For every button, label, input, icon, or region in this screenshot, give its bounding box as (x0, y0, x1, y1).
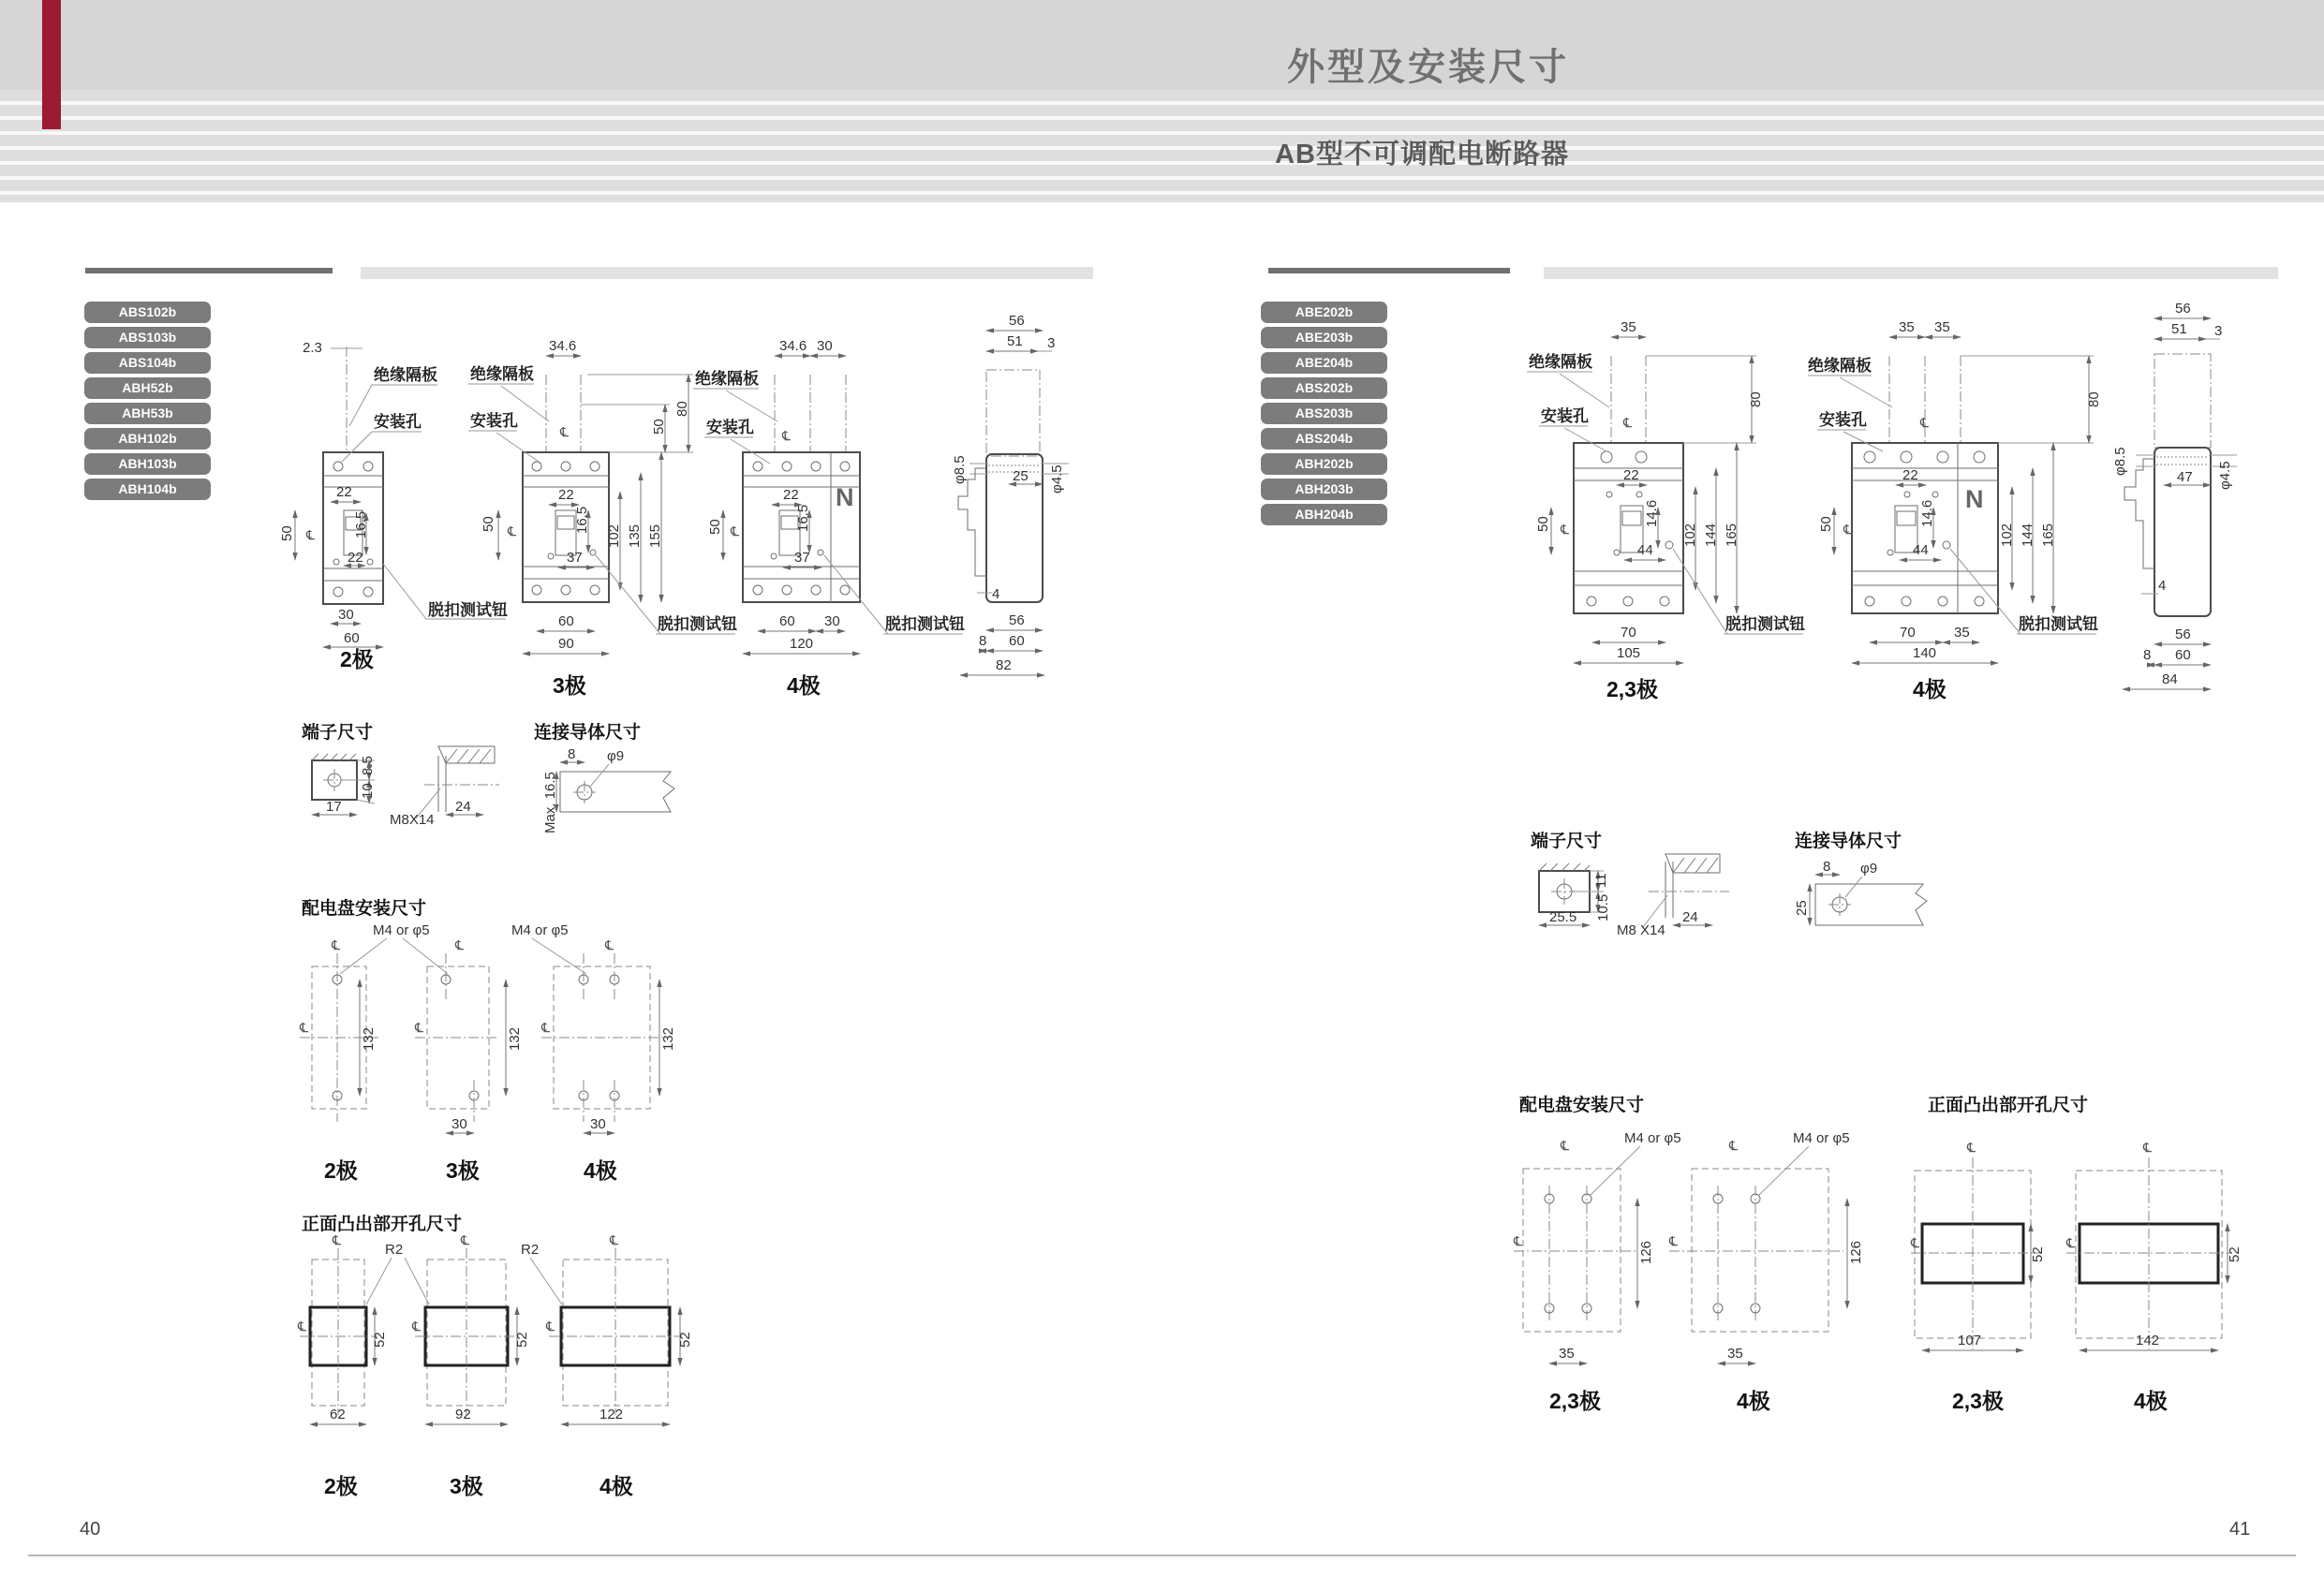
dim-label: 22 (336, 484, 352, 500)
dim-label: 35 (1727, 1346, 1743, 1362)
left-section-rule-dark (85, 268, 333, 273)
dim-label: 50 (481, 516, 496, 532)
model-chip: ABH104b (84, 479, 211, 500)
drawing-cutout-right (1909, 1092, 2321, 1452)
neutral-pole-mark: N (836, 483, 854, 511)
dim-label: 4 (2158, 578, 2167, 594)
trip-test-label: 脱扣测试钮 (658, 615, 737, 633)
mounting-hole-label: 安装孔 (1541, 407, 1589, 425)
dim-label: 30 (817, 338, 833, 354)
model-chip: ABH53b (84, 403, 211, 424)
dim-label: 3 (2214, 323, 2223, 339)
thread-label: M8X14 (390, 812, 435, 828)
dim-label: 102 (1682, 523, 1698, 547)
dim-label: 60 (779, 613, 795, 629)
pole-caption: 2极 (340, 647, 374, 671)
pole-caption: 4极 (600, 1474, 633, 1498)
dim-label: 14.6 (1644, 499, 1660, 527)
dim-label: 52 (514, 1332, 530, 1348)
radius-label: R2 (521, 1242, 540, 1258)
dim-label: 80 (1748, 391, 1764, 407)
centerline-symbol: ℄ (332, 937, 340, 952)
centerline-symbol: ℄ (610, 1232, 618, 1247)
model-chip: ABE203b (1261, 327, 1387, 348)
dim-label: 56 (2175, 301, 2191, 317)
dim-label: 165 (1724, 523, 1739, 547)
dim-label: 50 (651, 419, 667, 435)
dim-label: 4 (992, 586, 1000, 602)
front-23pole-geometry (1527, 337, 1803, 663)
dim-label: 44 (1913, 542, 1929, 558)
centerline-symbol: ℄ (1561, 522, 1569, 537)
model-chip: ABS204b (1261, 428, 1387, 450)
centerline-symbol: ℄ (306, 527, 315, 542)
red-edge-tab (42, 0, 61, 129)
dim-label: 132 (507, 1026, 523, 1051)
dim-label: 126 (1638, 1240, 1654, 1264)
drawing-panel-left (298, 897, 729, 1220)
trip-test-label: 脱扣测试钮 (428, 601, 508, 619)
dim-label: 90 (558, 636, 574, 652)
drawing-front-23pole (1527, 309, 1817, 735)
drawing-side-left (951, 304, 1115, 712)
dim-label: 8 (1823, 859, 1831, 875)
dim-label: 30 (590, 1116, 606, 1132)
centerline-symbol: ℄ (415, 1020, 423, 1035)
dim-label: 126 (1848, 1240, 1864, 1264)
pole-caption: 3极 (446, 1158, 480, 1183)
centerline-symbol: ℄ (300, 1020, 308, 1035)
model-chip: ABS203b (1261, 403, 1387, 424)
screw-label: M4 or φ5 (1624, 1130, 1681, 1146)
model-chip: ABE202b (1261, 302, 1387, 323)
model-chip: ABS202b (1261, 377, 1387, 399)
centerline-symbol: ℄ (298, 1319, 306, 1334)
dim-label: 34.6 (549, 338, 577, 354)
dim-label: 102 (606, 523, 622, 548)
drawing-cutout-left (298, 1211, 738, 1515)
centerline-symbol: ℄ (782, 428, 791, 443)
dim-label: 70 (1621, 625, 1636, 641)
dim-label: 25.5 (1549, 909, 1577, 925)
dim-label: 16.5 (574, 506, 590, 534)
dim-label: 165 (2040, 523, 2056, 547)
thread-label: M8 X14 (1617, 922, 1665, 938)
centerline-symbol: ℄ (2066, 1235, 2075, 1250)
pole-caption: 4极 (787, 673, 821, 698)
dim-label: 2.3 (303, 340, 322, 356)
mounting-hole-label: 安装孔 (1819, 411, 1867, 429)
dim-label: 142 (2136, 1333, 2160, 1349)
centerline-symbol: ℄ (1514, 1233, 1522, 1248)
right-section-rule-dark (1268, 268, 1510, 273)
centerline-symbol: ℄ (560, 424, 569, 439)
dim-label: 60 (344, 630, 360, 646)
dim-label: 8 (568, 746, 576, 762)
dim-label: 16.5 (353, 510, 369, 538)
dim-label: 120 (790, 636, 814, 652)
dim-label: 37 (567, 550, 583, 566)
dim-label: 34.6 (779, 338, 807, 354)
dim-label: 70 (1900, 625, 1916, 641)
dim-label: 92 (455, 1407, 471, 1422)
model-chip: ABH102b (84, 428, 211, 450)
dim-label: 35 (1621, 319, 1636, 335)
page-number-right: 41 (2229, 1519, 2251, 1540)
model-chip: ABS102b (84, 302, 211, 323)
insulation-barrier-label: 绝缘隔板 (470, 365, 534, 383)
dim-label: φ4.5 (1049, 464, 1065, 494)
terminal-section-title: 端子尺寸 (1531, 832, 1603, 851)
panel-right-geometry (1514, 1146, 1847, 1363)
centerline-symbol: ℄ (1561, 1138, 1569, 1153)
dim-label: 22 (1623, 467, 1639, 483)
centerline-symbol: ℄ (508, 523, 516, 538)
dim-label: φ9 (607, 748, 625, 764)
centerline-symbol: ℄ (605, 937, 614, 952)
dim-label: 82 (996, 657, 1012, 673)
conductor-right-geometry (1810, 875, 1927, 925)
dim-label: 8 (979, 633, 987, 649)
screw-label: M4 or φ5 (1793, 1130, 1850, 1146)
radius-label: R2 (385, 1242, 404, 1258)
dim-label: 22 (558, 487, 574, 503)
insulation-barrier-label: 绝缘隔板 (1529, 353, 1592, 371)
model-chip: ABS104b (84, 352, 211, 374)
dim-label: 80 (674, 401, 690, 417)
dim-label: 22 (348, 550, 363, 566)
pole-caption: 4极 (1913, 677, 1947, 701)
dim-label: 11 (1593, 873, 1609, 888)
header-stripes (0, 90, 2324, 202)
dim-label: 60 (2175, 647, 2191, 663)
page-subtitle: AB型不可调配电断路器 (1275, 140, 1569, 169)
dim-label: 50 (1535, 516, 1551, 532)
pole-caption: 4极 (2134, 1389, 2168, 1413)
terminal-section-title: 端子尺寸 (302, 723, 374, 743)
trip-test-label: 脱扣测试钮 (885, 615, 965, 633)
screw-label: M4 or φ5 (511, 922, 569, 938)
page-number-left: 40 (80, 1519, 101, 1540)
dim-label: 144 (1703, 523, 1719, 547)
dim-label: 14.6 (1919, 499, 1935, 527)
dim-label: 35 (1899, 319, 1915, 335)
dim-label: 22 (783, 487, 799, 503)
dim-label: 50 (1818, 516, 1834, 532)
dim-label: 37 (794, 550, 810, 566)
pole-caption: 2,3极 (1606, 677, 1658, 701)
dim-label: φ4.5 (2217, 461, 2233, 490)
screw-label: M4 or φ5 (373, 922, 430, 938)
model-chip: ABH204b (1261, 504, 1387, 525)
drawing-terminal-right (1525, 832, 1947, 977)
dim-label: 24 (455, 799, 471, 815)
centerline-symbol: ℄ (455, 937, 464, 952)
drawing-terminal-left (298, 723, 701, 859)
dim-label: 25 (1013, 468, 1029, 484)
pole-caption: 2极 (324, 1474, 358, 1498)
dim-label: 155 (647, 523, 663, 548)
dim-label: 144 (2020, 523, 2035, 547)
drawing-front-4pole (693, 328, 987, 716)
pole-caption: 2,3极 (1549, 1389, 1601, 1413)
dim-label: 24 (1682, 909, 1698, 925)
pole-caption: 4极 (1737, 1389, 1770, 1413)
dim-label: 8 (2143, 647, 2152, 663)
pole-caption: 2极 (324, 1158, 358, 1183)
dim-label: 52 (677, 1332, 693, 1348)
drawing-front-4pole-right (1808, 309, 2117, 735)
dim-label: 56 (2175, 626, 2191, 642)
panel-section-title: 配电盘安装尺寸 (302, 899, 427, 919)
centerline-symbol: ℄ (1920, 415, 1929, 430)
dim-label: 107 (1958, 1333, 1982, 1349)
model-chip: ABH203b (1261, 479, 1387, 500)
insulation-barrier-label: 绝缘隔板 (374, 366, 437, 384)
mounting-hole-label: 安装孔 (470, 412, 518, 430)
dim-label: φ8.5 (952, 455, 968, 484)
dim-label: Max. 16.5 (542, 772, 558, 833)
dim-label: 47 (2177, 469, 2193, 485)
pole-caption: 2,3极 (1952, 1389, 2004, 1413)
dim-label: 80 (2086, 391, 2102, 407)
dim-label: 56 (1009, 313, 1025, 329)
header-band (0, 0, 2324, 90)
centerline-symbol: ℄ (1669, 1233, 1678, 1248)
centerline-symbol: ℄ (461, 1232, 469, 1247)
right-section-rule-light (1544, 267, 2278, 279)
centerline-symbol: ℄ (1967, 1140, 1976, 1155)
footer-rule (28, 1555, 2296, 1556)
dim-label: 30 (451, 1116, 467, 1132)
cutout-right-geometry (1911, 1157, 2232, 1350)
dim-label: 52 (372, 1332, 388, 1348)
dim-label: 30 (338, 607, 354, 623)
dim-label: 105 (1617, 645, 1641, 661)
dim-label: 17 (326, 799, 342, 815)
dim-label: 25 (1794, 900, 1810, 916)
front-4pole-right-geometry (1808, 337, 2096, 663)
insulation-barrier-label: 绝缘隔板 (1808, 357, 1872, 375)
cutout-left-geometry (300, 1248, 682, 1424)
dim-label: 132 (660, 1026, 676, 1051)
centerline-symbol: ℄ (1911, 1235, 1919, 1250)
page-title: 外型及安装尺寸 (1287, 47, 1569, 88)
dim-label: 8.5 (360, 756, 376, 775)
dim-label: 35 (1954, 625, 1970, 641)
dim-label: 51 (1007, 333, 1023, 349)
dim-label: 44 (1637, 542, 1653, 558)
panel-left-geometry (300, 938, 663, 1133)
model-chip: ABH52b (84, 377, 211, 399)
dim-label: 51 (2171, 321, 2187, 337)
model-chip: ABH103b (84, 453, 211, 475)
dim-label: 84 (2162, 671, 2178, 687)
dim-label: 3 (1047, 335, 1056, 351)
dim-label: φ9 (1860, 861, 1878, 877)
centerline-symbol: ℄ (541, 1020, 550, 1035)
dim-label: 22 (1902, 467, 1918, 483)
dim-label: 60 (558, 613, 574, 629)
centerline-symbol: ℄ (2143, 1140, 2152, 1155)
conductor-left-geometry (556, 762, 674, 812)
drawing-side-right (2109, 292, 2283, 723)
cutout-section-title: 正面凸出部开孔尺寸 (1928, 1096, 2089, 1115)
dim-label: 10 (360, 783, 376, 799)
centerline-symbol: ℄ (731, 523, 739, 538)
neutral-pole-mark: N (1965, 485, 1984, 513)
dim-label: 16.5 (795, 504, 811, 532)
model-chip: ABS103b (84, 327, 211, 348)
cutout-section-title: 正面凸出部开孔尺寸 (302, 1215, 463, 1234)
front-4pole-geometry (693, 356, 963, 654)
dim-label: 35 (1934, 319, 1950, 335)
model-chip: ABE204b (1261, 352, 1387, 374)
dim-label: 30 (824, 613, 840, 629)
dim-label: 132 (361, 1026, 377, 1051)
dim-label: 135 (627, 523, 643, 548)
conductor-section-title: 连接导体尺寸 (534, 723, 642, 743)
centerline-symbol: ℄ (412, 1319, 421, 1334)
trip-test-label: 脱扣测试钮 (1725, 615, 1805, 633)
pole-caption: 3极 (450, 1474, 483, 1498)
pole-caption: 3极 (553, 673, 586, 698)
mounting-hole-label: 安装孔 (706, 419, 754, 436)
centerline-symbol: ℄ (333, 1232, 341, 1247)
model-chip: ABH202b (1261, 453, 1387, 475)
dim-label: 102 (1999, 523, 2015, 547)
dim-label: 52 (2030, 1246, 2046, 1262)
insulation-barrier-label: 绝缘隔板 (695, 370, 759, 388)
centerline-symbol: ℄ (1843, 522, 1852, 537)
dim-label: 50 (707, 519, 723, 535)
centerline-symbol: ℄ (1729, 1138, 1738, 1153)
dim-label: φ8.5 (2112, 447, 2128, 476)
centerline-symbol: ℄ (1623, 415, 1632, 430)
dim-label: 122 (600, 1407, 624, 1422)
dim-label: 35 (1559, 1346, 1575, 1362)
drawing-panel-right (1514, 1092, 1917, 1452)
dim-label: 56 (1009, 612, 1025, 628)
dim-label: 140 (1913, 645, 1937, 661)
dim-label: 50 (279, 525, 295, 541)
conductor-section-title: 连接导体尺寸 (1795, 832, 1902, 851)
panel-section-title: 配电盘安装尺寸 (1519, 1096, 1645, 1115)
left-section-rule-light (361, 267, 1093, 279)
mounting-hole-label: 安装孔 (374, 413, 422, 431)
dim-label: 62 (330, 1407, 346, 1422)
pole-caption: 4极 (584, 1158, 617, 1183)
centerline-symbol: ℄ (546, 1319, 555, 1334)
dim-label: 60 (1009, 633, 1025, 649)
trip-test-label: 脱扣测试钮 (2019, 615, 2098, 633)
dim-label: 10.5 (1595, 893, 1611, 921)
dim-label: 52 (2227, 1246, 2243, 1262)
